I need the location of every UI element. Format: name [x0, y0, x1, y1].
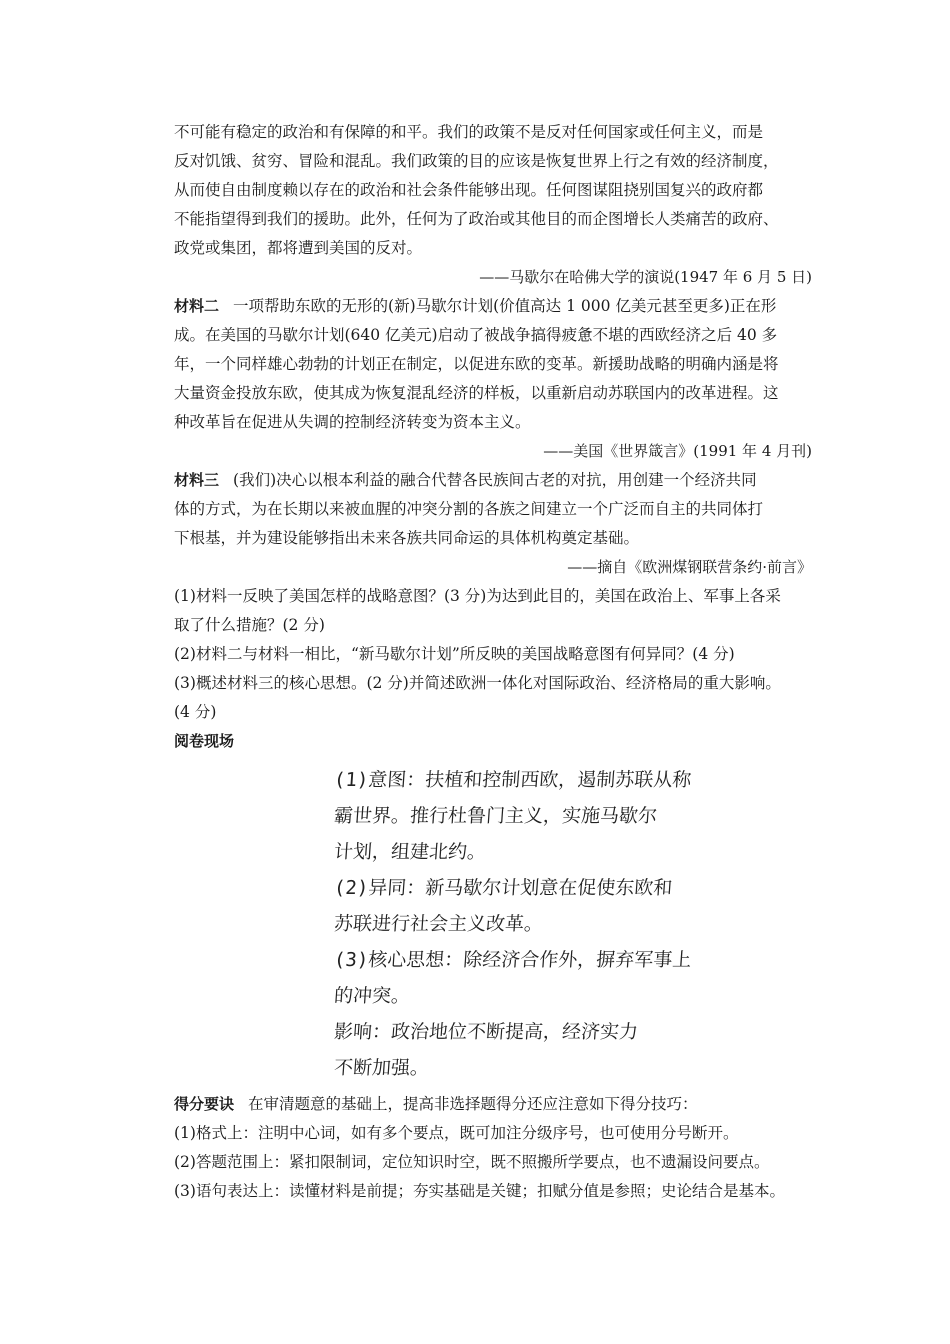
handwritten-answer — [333, 762, 693, 1086]
material-two-line — [174, 292, 812, 321]
questions — [174, 582, 812, 727]
material-three-line — [174, 466, 812, 495]
review-heading: 阅卷现场 — [174, 732, 235, 750]
material-one-line: 不可能有稳定的政治和有保障的和平。我们的政策不是反对任何国家或任何主义，而是 — [174, 123, 764, 141]
material-one — [174, 118, 812, 292]
material-one-line: 政党或集团，都将遭到美国的反对。 — [174, 239, 423, 257]
handwritten-line: 的冲突。 — [333, 985, 411, 1007]
handwritten-line: 影响：政治地位不断提高，经济实力 — [333, 1021, 639, 1043]
material-one-source: ——马歇尔在哈佛大学的演说(1947 年 6 月 5 日) — [479, 268, 812, 286]
handwritten-line: 霸世界。推行杜鲁门主义，实施马歇尔 — [333, 805, 658, 827]
question-line: (3)概述材料三的核心思想。(2 分)并简述欧洲一体化对国际政治、经济格局的重大影响。 — [174, 674, 781, 692]
handwritten-line: 计划，组建北约。 — [333, 841, 487, 863]
material-two-source: ——美国《世界箴言》(1991 年 4 月刊) — [543, 442, 812, 460]
material-two-line: 大量资金投放东欧，使其成为恢复混乱经济的样板，以重新启动苏联国内的改革进程。这 — [174, 384, 779, 402]
material-three-line: 下根基，并为建设能够指出未来各族共同命运的具体机构奠定基础。 — [174, 529, 640, 547]
material-two — [174, 292, 812, 466]
question-line: (1)材料一反映了美国怎样的战略意图？(3 分)为达到此目的，美国在政治上、军事上各采 — [174, 587, 781, 605]
material-two-label: 材料二 — [174, 297, 220, 315]
tips-intro: 在审清题意的基础上，提高非选择题得分还应注意如下得分技巧： — [248, 1095, 698, 1113]
material-two-line: 年，一个同样雄心勃勃的计划正在制定，以促进东欧的变革。新援助战略的明确内涵是将 — [174, 355, 779, 373]
material-three — [174, 466, 812, 582]
material-two-text: 一项帮助东欧的无形的(新)马歇尔计划(价值高达 1 000 亿美元甚至更多)正在形 — [233, 297, 777, 315]
question-line: (2)材料二与材料一相比，“新马歇尔计划”所反映的美国战略意图有何异同？(4 分) — [174, 645, 735, 663]
tip-item: (2)答题范围上：紧扣限制词，定位知识时空，既不照搬所学要点，也不遗漏设问要点。 — [174, 1153, 770, 1171]
material-two-line: 种改革旨在促进从失调的控制经济转变为资本主义。 — [174, 413, 531, 431]
tip-item: (3)语句表达上：读懂材料是前提；夯实基础是关键；扣赋分值是参照；史论结合是基本。 — [174, 1182, 785, 1200]
handwritten-line: (1)意图：扶植和控制西欧，遏制苏联从称 — [333, 769, 693, 791]
material-three-text: (我们)决心以根本利益的融合代替各民族间古老的对抗，用创建一个经济共同 — [233, 471, 757, 489]
material-one-line: 反对饥饿、贫穷、冒险和混乱。我们政策的目的应该是恢复世界上行之有效的经济制度， — [174, 152, 779, 170]
handwritten-line: (3)核心思想：除经济合作外，摒弃军事上 — [333, 949, 693, 971]
handwritten-line: 不断加强。 — [333, 1057, 430, 1079]
material-one-line: 不能指望得到我们的援助。此外，任何为了政治或其他目的而企图增长人类痛苦的政府、 — [174, 210, 779, 228]
question-line: 取了什么措施？(2 分) — [174, 616, 325, 634]
tips-label: 得分要诀 — [174, 1095, 235, 1113]
question-line: (4 分) — [174, 703, 217, 721]
material-three-line: 体的方式，为在长期以来被血腥的冲突分割的各族之间建立一个广泛而自主的共同体打 — [174, 500, 764, 518]
handwritten-line: (2)异同：新马歇尔计划意在促使东欧和 — [333, 877, 674, 899]
material-one-line: 从而使自由制度赖以存在的政治和社会条件能够出现。任何图谋阻挠别国复兴的政府都 — [174, 181, 764, 199]
tips-intro-line — [174, 1090, 812, 1119]
material-three-source: ——摘自《欧洲煤钢联营条约·前言》 — [567, 558, 812, 576]
handwritten-line: 苏联进行社会主义改革。 — [333, 913, 544, 935]
material-two-line: 成。在美国的马歇尔计划(640 亿美元)启动了被战争搞得疲惫不堪的西欧经济之后 40 多 — [174, 326, 778, 344]
document-page — [174, 118, 812, 1206]
scoring-tips — [174, 1090, 812, 1206]
material-three-label: 材料三 — [174, 471, 220, 489]
tip-item: (1)格式上：注明中心词，如有多个要点，既可加注分级序号，也可使用分号断开。 — [174, 1124, 739, 1142]
